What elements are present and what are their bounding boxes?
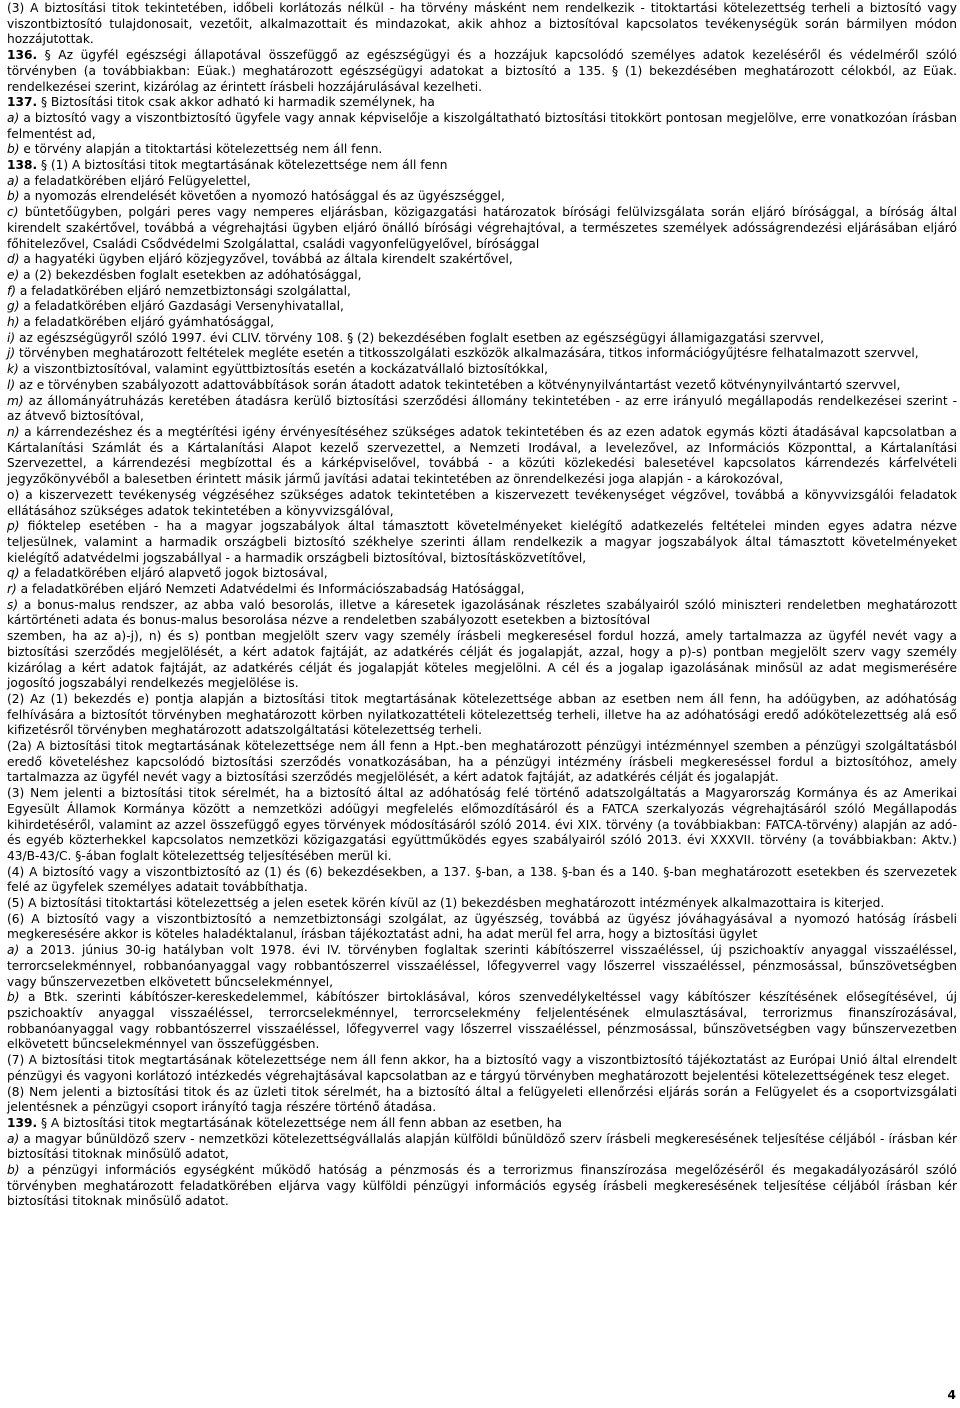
paragraph (7, 865, 957, 896)
paragraph (7, 425, 957, 488)
list-marker: n) (7, 424, 20, 439)
paragraph-text: (7) A biztosítási titok megtartásának kötelezettsége nem áll fenn akkor, ha a biztosító vagy a viszontbiztosító tájékoztatást az Európai Unió által elrendelt pénzügyi és vagyoni korlátozó intézkedés végrehajtásával kapcsolatban az e tárgyú törvényben meghatározott bejelentési kötelezettségének tesz eleget. (7, 1053, 957, 1083)
list-marker: f) (7, 283, 17, 298)
paragraph-text: (2a) A biztosítási titok megtartásának kötelezettsége nem áll fenn a Hpt.-ben meghatározott pénzügyi intézménnyel szemben a pénzügyi szolgáltatásból eredő követeléshez kapcsolódó biztosítási szerződés vonatkozásában, ha a pénzügyi intézmény írásbeli megkereséssel fordul a biztosítóhoz, amely tartalmazza az ügyfél nevét vagy a biztosítási szerződés megjelölését, a kért adatok fajtáját, az adatkérés célját és jogalapját. (7, 739, 957, 785)
paragraph (7, 692, 957, 739)
paragraph-text: a feladatkörében eljáró Gazdasági Versenyhivatallal, (19, 299, 344, 314)
section-number: 137. (7, 95, 38, 110)
section-number: 138. (7, 158, 38, 173)
paragraph-text: a feladatkörében eljáró alapvető jogok biztosával, (19, 566, 328, 581)
paragraph (7, 739, 957, 786)
list-marker: k) (7, 362, 19, 377)
paragraph (7, 378, 957, 394)
list-marker: j) (7, 346, 16, 361)
paragraph-text: a (2) bekezdésben foglalt esetekben az adóhatósággal, (19, 267, 362, 282)
paragraph (7, 142, 957, 158)
document-page (7, 0, 957, 1210)
paragraph (7, 488, 957, 519)
paragraph (7, 189, 957, 205)
paragraph (7, 1, 957, 48)
paragraph-text: § Biztosítási titok csak akkor adható ki harmadik személynek, ha (37, 95, 435, 110)
list-marker: e) (7, 267, 20, 282)
list-marker: s) (7, 597, 19, 612)
paragraph-text: a pénzügyi információs egységként működő hatóság a pénzmosás és a terrorizmus finanszírozása megelőzéséről és megakadályozásáról szóló törvényben meghatározott feladatkörében eljárva vagy külföldi pénzügyi információs egység írásbeli megkeresésének teljesítése céljából írásban kér biztosítási titoknak minősülő adatot. (7, 1163, 957, 1209)
paragraph-text: § Az ügyfél egészségi állapotával összefüggő az egészségügyi és a hozzájuk kapcsolódó személyes adatok kezeléséről és védelméről szóló törvényben (a továbbiakban: Eüak.) meghatározott egészségügyi adatokat a biztosító a 135. § (1) bekezdésében meghatározott célokból, az Eüak. rendelkezései szerint, kizárólag az érintett írásbeli hozzájárulásával kezelheti. (7, 48, 957, 94)
list-marker: b) (7, 990, 20, 1005)
paragraph (7, 111, 957, 142)
list-marker: b) (7, 142, 20, 157)
paragraph-text: szemben, ha az a)-j), n) és s) pontban megjelölt szerv vagy személy írásbeli megkeresésel fordul hozzá, amely tartalmazza az ügyfél nevét vagy a biztosítási szerződés megjelölését, a kért adatok fajtáját, az adatkérés célját és jogalapját, azzal, hogy a p)-s) pontban megjelölt szerv vagy személy kizárólag a kért adatok fajtáját, az adatkérés célját és jogalapját köteles megjelölni. A cél és a jogalap igazolásának minősül az adat megismerésére jogosító jogszabályi rendelkezés megjelölése is. (7, 629, 957, 691)
paragraph (7, 1163, 957, 1210)
list-marker: p) (7, 519, 20, 534)
paragraph-text: (6) A biztosító vagy a viszontbiztosító a nemzetbiztonsági szolgálat, az ügyészség, továbbá az ügyész jóváhagyásával a nyomozó hatóság írásbeli megkeresésére akkor is köteles haladéktalanul, írásban tájékoztatást adni, ha adat merül fel arra, hogy a biztosítási ügylet (7, 911, 957, 942)
paragraph (7, 205, 957, 252)
paragraph-text: e törvény alapján a titoktartási kötelezettség nem áll fenn. (19, 142, 383, 157)
paragraph (7, 394, 957, 425)
paragraph (7, 48, 957, 95)
paragraph-text: a hagyatéki ügyben eljáró közjegyzővel, továbbá az általa kirendelt szakértővel, (19, 252, 513, 267)
paragraph-text: (3) A biztosítási titok tekintetében, időbeli korlátozás nélkül - ha törvény másként nem rendelkezik - titoktartási kötelezettség terheli a biztosító vagy viszontbiztosító tulajdonosait, vezetőit, alkalmazottait és mindazokat, akik ahhoz a biztosítóval kapcsolatos tevékenységük során bármilyen módon hozzájutottak. (7, 1, 957, 47)
paragraph-text: (8) Nem jelenti a biztosítási titok és az üzleti titok sérelmét, ha a biztosító által a felügyeleti ellenőrzési eljárás során a Felügyelet és a csoportvizsgálati jelentésnek a pénzügyi csoport irányító tagja részére történő átadása. (7, 1084, 957, 1115)
paragraph (7, 629, 957, 692)
paragraph (7, 158, 957, 174)
section-number: 136. (7, 48, 38, 63)
paragraph (7, 1116, 957, 1132)
list-marker: g) (7, 299, 20, 314)
paragraph-text: a viszontbiztosítóval, valamint együttbiztosítás esetén a kockázatvállaló biztosítókkal, (18, 362, 549, 377)
list-marker: a) (7, 1131, 20, 1146)
paragraph-text: fióktelep esetében - ha a magyar jogszabályok által támasztott követelményeket kielégítő adatkezelés feltételei minden egyes adatra nézve teljesülnek, valamint a harmadik országbeli biztosító székhelye szerinti állam rendelkezik a magyar jogszabályok által támasztott követelményeket kielégítő adatvédelmi jogszabállyal - a harmadik országbeli biztosítóval, biztosításközvetítővel, (7, 519, 957, 565)
paragraph (7, 896, 957, 912)
paragraph-text: a 2013. június 30-ig hatályban volt 1978. évi IV. törvényben foglaltak szerinti kábítószerrel visszaéléssel, új pszichoaktív anyaggal visszaéléssel, terrorcselekménnyel, robbanóanyaggal vagy robbantószerrel visszaéléssel, lőfegyverrel vagy lőszerrel visszaéléssel, pénzmosással, bűnszövetségben vagy bűnszervezetben elkövetett bűncselekménnyel, (7, 943, 957, 989)
paragraph-text: o) a kiszervezett tevékenység végzéséhez szükséges adatok tekintetében a kiszervezett tevékenységet végzővel, továbbá a könyvvizsgálói feladatok ellátásához szükséges adatok tekintetében a könyvvizsgálóval, (7, 487, 957, 518)
paragraph (7, 519, 957, 566)
paragraph-text: a feladatkörében eljáró Nemzeti Adatvédelmi és Információszabadság Hatósággal, (16, 582, 525, 597)
paragraph-text: a magyar bűnüldöző szerv - nemzetközi kötelezettségvállalás alapján külföldi bűnüldöző szerv írásbeli megkeresésének teljesítése céljából - írásban kér biztosítási titoknak minősülő adatot, (7, 1131, 957, 1162)
paragraph (7, 315, 957, 331)
paragraph-text: § (1) A biztosítási titok megtartásának kötelezettsége nem áll fenn (37, 158, 448, 173)
paragraph (7, 1053, 957, 1084)
paragraph-text: (3) Nem jelenti a biztosítási titok sérelmét, ha a biztosító által az adóhatóság felé történő adatszolgáltatás a Magyarország Kormánya és az Amerikai Egyesült Államok Kormánya között a nemzetközi adóügyi megfelelés előmozdításáról és a FATCA szerkalyozás végrehajtásáról szóló Megállapodás kihirdetéséről, valamint az azzel összefüggő egyes törvények módosításáról szóló 2014. évi XIX. törvény (a továbbiakban: FATCA-törvény) alapján az adó- és egyéb közterhekkel kapcsolatos nemzetközi közigazgatási együttműködés egyes szabályairól szóló 2013. évi XXXVII. törvény (a továbbiakban: Aktv.) 43/B-43/C. §-ában foglalt kötelezettség teljesítésében merül ki. (7, 786, 957, 863)
list-marker: c) (7, 205, 19, 220)
paragraph (7, 1132, 957, 1163)
paragraph-text: (4) A biztosító vagy a viszontbiztosító az (1) és (6) bekezdésekben, a 137. §-ban, a 138. §-ban és a 140. §-ban meghatározott esetekben és szervezetek felé az ügyfelek személyes adatait továbbíthatja. (7, 864, 957, 895)
paragraph-text: a kárrendezéshez és a megtérítési igény érvényesítéséhez szükséges adatok tekintetében és az ezen adatok egymás közti átadásával kapcsolatban a Kártalanítási Számlát és a Kártalanítási Alapot kezelő szervezettel, a Nemzeti Irodával, a levelezővel, az Információs Központtal, a Kártalanítási Szervezettel, a kárrendezési megbízottal és a kárképviselővel, továbbá - a közúti közlekedési balesetével kapcsolatos kárrendezés kárfelvételi jegyzőkönyvéből a balesetben érintett másik jármű javítási adatai tekintetében az önrendelkezési joga alapján - a károkozóval, (7, 424, 957, 487)
list-marker: a) (7, 110, 20, 125)
paragraph (7, 331, 957, 347)
paragraph (7, 95, 957, 111)
list-marker: m) (7, 393, 24, 408)
paragraph-text: törvényben meghatározott feltételek megléte esetén a titkosszolgálati eszközök alkalmazására, titkos információgyűjtésre felhatalmazott szervvel, (15, 346, 919, 361)
paragraph-text: a bonus-malus rendszer, az abba való besorolás, illetve a káresetek igazolásának részletes szabályairól szóló miniszteri rendeletben meghatározott kártörténeti adata és bonus-malus besorolása nézve a rendeletben szabályozott esetekben a biztosítóval (7, 597, 957, 628)
paragraph (7, 912, 957, 943)
paragraph-text: (2) Az (1) bekezdés e) pontja alapján a biztosítási titok megtartásának kötelezettsége abban az esetben nem áll fenn, ha adóügyben, az adóhatóság felhívására a biztosítót törvényben meghatározott körben nyilatkozattételi kötelezettség terheli, illetve ha az adóhatósági eredő adókötelezettség alá eső kifizetésről törvényben meghatározott adatszolgáltatási kötelezettség terheli. (7, 691, 957, 738)
paragraph (7, 174, 957, 190)
paragraph-text: az e törvényben szabályozott adattovábbítások során átadott adatok tekintetében a kötvénynyilvántartást vezető kötvénynyilvántartó szervvel, (15, 377, 901, 392)
list-marker: b) (7, 1163, 20, 1178)
paragraph-text: a feladatkörében eljáró nemzetbiztonsági szolgálattal, (16, 283, 351, 298)
paragraph-text: az állományátruházás keretében átadásra kerülő biztosítási szerződési állomány tekintetében - az erre irányuló megállapodás rendelkezései szerint - az átvevő biztosítóval, (7, 393, 957, 424)
paragraph (7, 582, 957, 598)
list-marker: a) (7, 173, 20, 188)
list-marker: a) (7, 943, 20, 958)
paragraph (7, 362, 957, 378)
paragraph (7, 284, 957, 300)
paragraph-text: a nyomozás elrendelését követően a nyomozó hatósággal és az ügyészséggel, (19, 189, 505, 204)
list-marker: r) (7, 582, 17, 597)
paragraph-text: (5) A biztosítási titoktartási kötelezettség a jelen esetek körén kívül az (1) bekezdésben meghatározott intézmények alkalmazottaira is kiterjed. (7, 896, 885, 911)
paragraph-text: a feladatkörében eljáró Felügyelettel, (19, 173, 251, 188)
list-marker: d) (7, 252, 20, 267)
paragraph (7, 252, 957, 268)
list-marker: b) (7, 189, 20, 204)
list-marker: q) (7, 566, 20, 581)
list-marker: i) (7, 330, 16, 345)
list-marker: h) (7, 315, 20, 330)
paragraph (7, 598, 957, 629)
paragraph (7, 786, 957, 865)
paragraph (7, 268, 957, 284)
paragraph-text: büntetőügyben, polgári peres vagy nemperes eljárásban, közigazgatási határozatok bírósági felülvizsgálata során eljáró bírósággal, a bíróság által kirendelt szakértővel, továbbá a végrehajtási ügyben eljáró önálló bírósági végrehajtóval, a természetes személyek adósságrendezési eljárásában eljáró főhitelezővel, Családi Csődvédelmi Szolgálattal, családi vagyonfelügyelővel, bírósággal (7, 205, 957, 251)
paragraph (7, 346, 957, 362)
section-number: 139. (7, 1115, 38, 1130)
paragraph (7, 990, 957, 1053)
paragraph-text: § A biztosítási titok megtartásának kötelezettsége nem áll fenn abban az esetben, ha (37, 1115, 562, 1130)
list-marker: l) (7, 377, 16, 392)
paragraph (7, 943, 957, 990)
page-number: 4 (947, 1388, 956, 1402)
paragraph-text: a Btk. szerinti kábítószer-kereskedelemmel, kábítószer birtoklásával, kóros szenvedélykeltéssel vagy kábítószer készítésének elősegítésével, új pszichoaktív anyaggal visszaéléssel, terrorcselekménnyel, terrorcselekmény feljelentésének elmulasztásával, terrorizmus finanszírozásával, robbanóanyaggal vagy robbantószerrel visszaéléssel, lőfegyverrel vagy lőszerrel visszaéléssel, pénzmosással, bűnszövetségben vagy bűnszervezetben elkövetett bűncselekménnyel van összefüggésben. (7, 990, 957, 1052)
paragraph (7, 566, 957, 582)
paragraph-text: a feladatkörében eljáró gyámhatósággal, (19, 315, 275, 330)
paragraph-text: az egészségügyről szóló 1997. évi CLIV. törvény 108. § (2) bekezdésében foglalt esetben az egészségügyi államigazgatási szervvel, (15, 330, 824, 345)
paragraph (7, 299, 957, 315)
paragraph (7, 1085, 957, 1116)
paragraph-text: a biztosító vagy a viszontbiztosító ügyfele vagy annak képviselője a kiszolgáltatható biztosítási titokkört pontosan megjelölve, erre vonatkozóan írásban felmentést ad, (7, 110, 957, 141)
